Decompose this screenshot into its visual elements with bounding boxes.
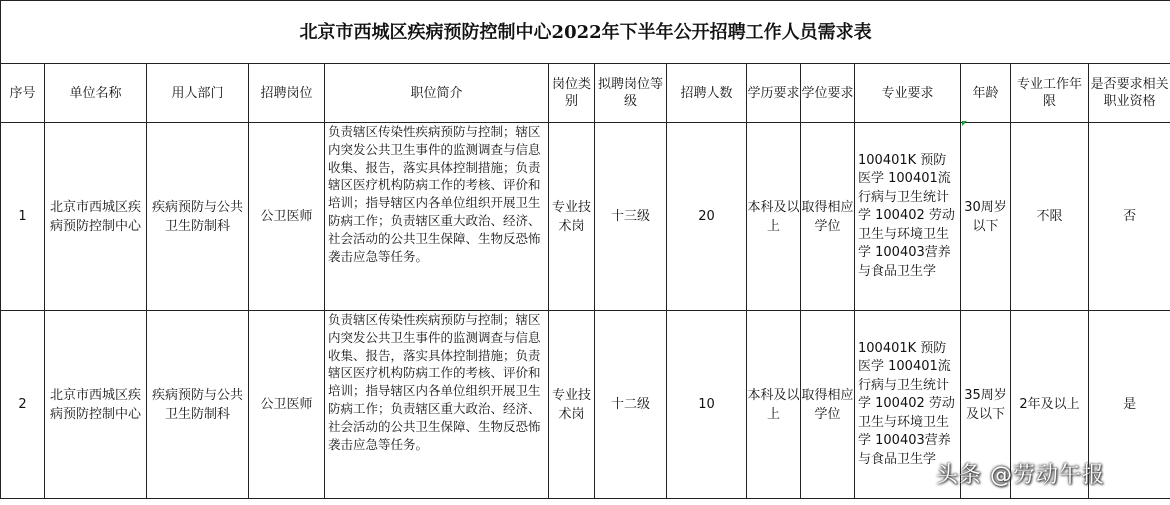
cell-cert: 是: [1089, 311, 1170, 499]
cell-no: 1: [1, 123, 45, 311]
header-cell: 学历要求: [747, 64, 801, 123]
cell-edu: 本科及以上: [747, 311, 801, 499]
cell-post: 公卫医师: [249, 311, 325, 499]
cell-unit: 北京市西城区疾病预防控制中心: [45, 123, 147, 311]
cell-age: 35周岁及以下: [961, 311, 1011, 499]
cell-dept: 疾病预防与公共卫生防制科: [147, 123, 249, 311]
cell-category: 专业技术岗: [549, 123, 595, 311]
cell-major: 100401K 预防医学 100401流行病与卫生统计学 100402 劳动卫生与环境卫生学 100403营养与食品卫生学: [855, 311, 961, 499]
cell-degree: 取得相应学位: [801, 123, 855, 311]
cell-category: 专业技术岗: [549, 311, 595, 499]
cell-years: 不限: [1011, 123, 1089, 311]
header-cell: 岗位类别: [549, 64, 595, 123]
header-cell: 专业要求: [855, 64, 961, 123]
header-cell: 专业工作年限: [1011, 64, 1089, 123]
cell-cert: 否: [1089, 123, 1170, 311]
header-cell: 招聘岗位: [249, 64, 325, 123]
cell-post: 公卫医师: [249, 123, 325, 311]
cell-age: 30周岁以下: [961, 123, 1011, 311]
header-cell: 拟聘岗位等级: [595, 64, 667, 123]
header-cell: 单位名称: [45, 64, 147, 123]
table-title: 北京市西城区疾病预防控制中心2022年下半年公开招聘工作人员需求表: [1, 1, 1170, 64]
header-cell: 是否要求相关职业资格: [1089, 64, 1170, 123]
cell-level: 十三级: [595, 123, 667, 311]
cell-major: 100401K 预防医学 100401流行病与卫生统计学 100402 劳动卫生与环境卫生学 100403营养与食品卫生学: [855, 123, 961, 311]
header-cell: 序号: [1, 64, 45, 123]
header-cell: 用人部门: [147, 64, 249, 123]
cell-degree: 取得相应学位: [801, 311, 855, 499]
cell-desc: 负责辖区传染性疾病预防与控制；辖区内突发公共卫生事件的监测调查与信息收集、报告，落实具体控制措施；负责辖区医疗机构防病工作的考核、评价和培训；指导辖区内各单位组织开展卫生防病工作；负责辖区重大政治、经济、社会活动的公共卫生保障、生物反恐怖袭击应急等任务。: [325, 123, 549, 311]
cell-count: 10: [667, 311, 747, 499]
cell-edu: 本科及以上: [747, 123, 801, 311]
cell-years: 2年及以上: [1011, 311, 1089, 499]
cell-no: 2: [1, 311, 45, 499]
cell-unit: 北京市西城区疾病预防控制中心: [45, 311, 147, 499]
watermark: 头条 @劳动午报: [936, 463, 1105, 488]
header-cell: 招聘人数: [667, 64, 747, 123]
header-row: [1, 64, 1170, 123]
cell-desc: 负责辖区传染性疾病预防与控制；辖区内突发公共卫生事件的监测调查与信息收集、报告，落实具体控制措施；负责辖区医疗机构防病工作的考核、评价和培训；指导辖区内各单位组织开展卫生防病工作；负责辖区重大政治、经济、社会活动的公共卫生保障、生物反恐怖袭击应急等任务。: [325, 311, 549, 499]
header-cell: 年龄: [961, 64, 1011, 123]
cell-level: 十二级: [595, 311, 667, 499]
comment-marker-icon: [962, 121, 967, 126]
table-row: [1, 123, 1170, 311]
cell-count: 20: [667, 123, 747, 311]
header-cell: 学位要求: [801, 64, 855, 123]
cell-dept: 疾病预防与公共卫生防制科: [147, 311, 249, 499]
header-cell: 职位简介: [325, 64, 549, 123]
